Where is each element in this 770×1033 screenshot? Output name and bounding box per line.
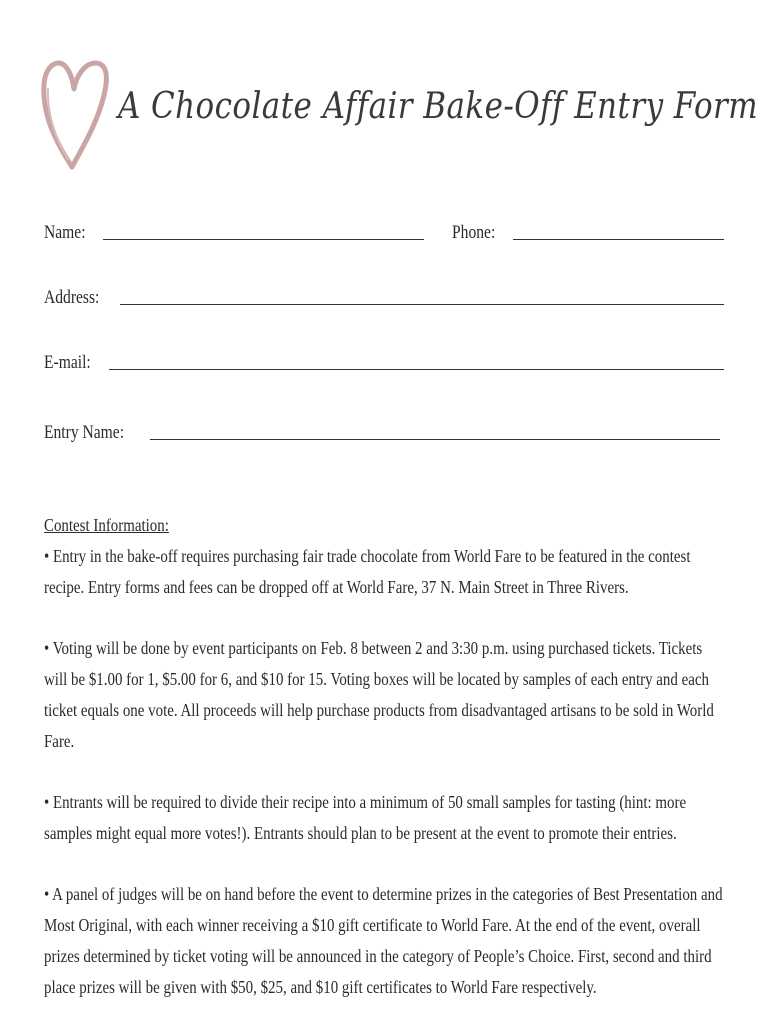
email-label: E-mail:: [44, 352, 91, 373]
name-field[interactable]: [44, 218, 424, 244]
email-field[interactable]: [44, 348, 724, 374]
phone-field[interactable]: [452, 218, 724, 244]
contest-info-bullet: • Entry in the bake-off requires purchasing fair trade chocolate from World Fare to be featured in the contest recipe. Entry forms and fees can be dropped off at World Fare, 37 N. Main Street in Three Rivers.: [44, 546, 691, 597]
phone-blank-line[interactable]: [513, 239, 724, 240]
entry-name-label: Entry Name:: [44, 422, 125, 443]
address-blank-line[interactable]: [120, 304, 724, 305]
contest-info-bullet: • Entrants will be required to divide their recipe into a minimum of 50 small samples for tasting (hint: more samples might equal more votes!). Entrants should plan to be present at the event to promote their entries.: [44, 792, 687, 843]
contest-information: [44, 510, 725, 1033]
address-label: Address:: [44, 287, 100, 308]
contest-info-heading: Contest Information:: [44, 515, 169, 535]
entry-name-field[interactable]: [44, 418, 720, 444]
name-blank-line[interactable]: [103, 239, 424, 240]
name-label: Name:: [44, 222, 86, 243]
entry-name-blank-line[interactable]: [150, 439, 720, 440]
address-field[interactable]: [44, 283, 724, 309]
form-title: A Chocolate Affair Bake-Off Entry Form: [118, 86, 759, 127]
contest-info-bullet: • A panel of judges will be on hand before the event to determine prizes in the categories of Best Presentation and Most Original, with each winner receiving a $10 gift certificate to World Fare. At the end of the event, overall prizes determined by ticket voting will be announced in the category of People’s Choice. First, second and third place prizes will be given with $50, $25, and $10 gift certificates to World Fare respectively.: [44, 884, 723, 997]
email-blank-line[interactable]: [109, 369, 724, 370]
heart-outline-icon: [38, 55, 112, 173]
contest-info-bullet: • Voting will be done by event participants on Feb. 8 between 2 and 3:30 p.m. using purchased tickets. Tickets will be $1.00 for 1, $5.00 for 6, and $10 for 15. Voting boxes will be located by samples of each entry and each ticket equals one vote. All proceeds will help purchase products from disadvantaged artisans to be sold in World Fare.: [44, 638, 714, 751]
phone-label: Phone:: [452, 222, 496, 243]
